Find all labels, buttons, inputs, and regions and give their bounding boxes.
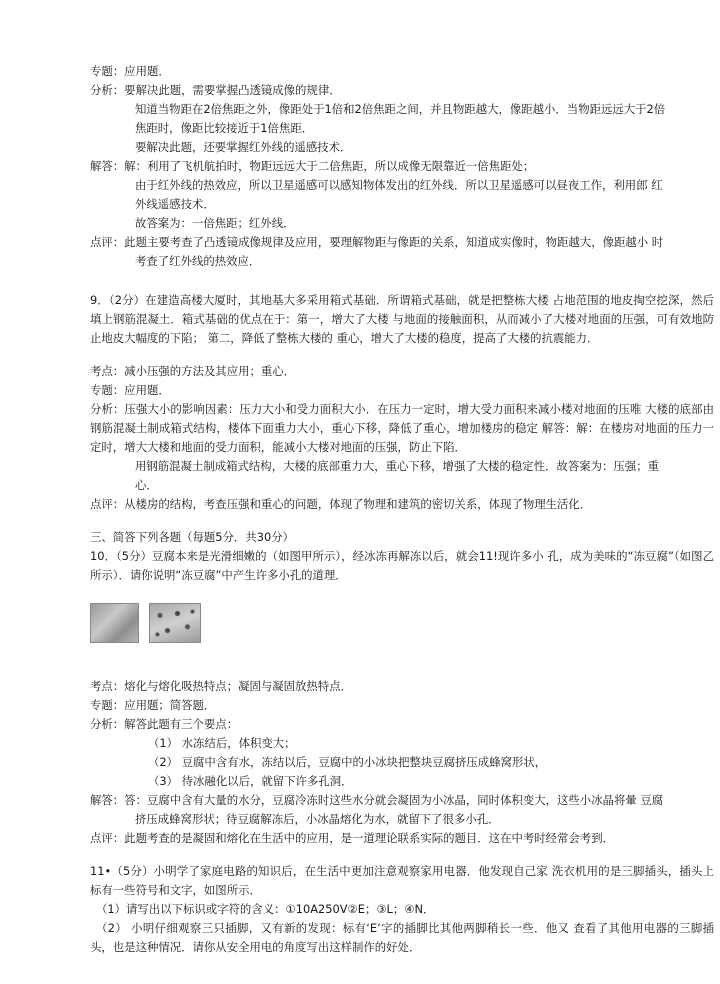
analysis-point: （2） 豆腐中含有水，冻结以后，豆腐中的小冰块把整块豆腐挤压成蜂窝形状，	[148, 755, 547, 769]
analysis-point: （3） 待冰融化以后，就留下许多孔洞．	[148, 774, 353, 788]
solution-line: 挤压成蜂窝形状；待豆腐解冻后，小冰晶熔化为水，就留下了很多小孔．	[135, 812, 500, 826]
solution-line: 心．	[135, 478, 158, 492]
analysis-paragraph: 分析：压强大小的影响因素：压力大小和受力面积大小．在压力一定时，增大受力面积来减小楼对地面的压唯 大楼的底部由钢筋混凝土制成箱式结构，楼体下面重力大小，重心下移，降低了重心，增加楼房的稳定 解答：解：在楼房对地面的压力一定时，增大大楼和地面的受力面积，能减小大楼对地面的压强，防止下陷．	[90, 402, 714, 454]
frozen-tofu-image	[149, 603, 201, 643]
solution-line: 外线遥感技术．	[135, 197, 215, 211]
solution-line: 由于红外线的热效应，所以卫星遥感可以感知物体发出的红外线．所以卫星遥感可以昼夜工作，利用郎 红	[135, 178, 663, 192]
kaodian-line: 考点：熔化与熔化吸热特点；凝固与凝固放热特点．	[90, 679, 352, 693]
analysis-line: 焦距时，像距比较接近于1倍焦距．	[135, 121, 314, 135]
document-page	[90, 62, 714, 957]
question-9-text: 9．（2分）在建造高楼大厦时，其地基大多采用箱式基础．所谓箱式基础，就是把整栋大楼 占地范围的地皮掏空挖深，然后填上钢筋混凝土．箱式基础的优点在于：第一，增大了大楼 与地面的接触面积，从而减小了大楼对地面的压强，可有效地防止地皮大幅度的下陷； 第二，降低了整栋大楼的 重心，增大了大楼的稳度，提高了大楼的抗震能力．	[90, 293, 714, 345]
comment-line: 点评：从楼房的结构，考查压强和重心的问题，体现了物理和建筑的密切关系，体现了物理生活化．	[90, 497, 592, 511]
kaodian-line: 考点：减小压强的方法及其应用；重心．	[90, 364, 296, 378]
comment-line: 点评：此题主要考查了凸透镜成像规律及应用，要理解物距与像距的关系，知道成实像时，物距越大，像距越小 时	[90, 235, 664, 249]
topic-line: 专题：应用题；简答题．	[90, 698, 216, 712]
question-11-sub-2: （2） 小明仔细观察三只插脚，又有新的发现：标有‘E’字的插脚比其他两脚稍长一些．他又 查看了其他用电器的三脚插头，也是这种情况．请你从安全用电的角度写出这样制作的好处．	[90, 921, 714, 954]
section-heading: 三、简答下列各题（每题5分．共30分）	[90, 530, 294, 544]
analysis-point: （1） 水冻结后，体积变大；	[148, 736, 296, 750]
analysis-line: 分析：解答此题有三个要点：	[90, 717, 239, 731]
comment-line: 考查了红外线的热效应．	[135, 254, 261, 268]
solution-line: 解答：答：豆腐中含有大量的水分，豆腐冷冻时这些水分就会凝固为小冰晶，同时体积变大，这些小冰晶将暈 豆腐	[90, 793, 664, 807]
solution-line: 用钢筋混凝土制成箱式结构，大楼的底部重力大，重心下移，增强了大楼的稳定性．故答案为：压强；重	[135, 459, 659, 473]
topic-line: 专题：应用题．	[90, 64, 170, 78]
topic-line: 专题：应用题．	[90, 383, 170, 397]
comment-line: 点评：此题考查的是凝固和熔化在生活中的应用，是一道理论联系实际的题目．这在中考时经常会考到．	[90, 831, 614, 845]
question-11-sub-1: （1）请写出以下标识或字符的含义：①10A250V②E；③L；④N．	[96, 902, 435, 916]
smooth-tofu-image	[90, 603, 139, 643]
question-10-text: 10．（5分）豆腐本来是光滑细嫩的（如图甲所示），经冰冻再解冻以后，就会11!现许多小 孔，成为美味的“冻豆腐”（如图乙所示）．请你说明“冻豆腐”中产生许多小孔的道理．	[90, 549, 714, 582]
figure-row	[90, 603, 714, 643]
analysis-line: 分析：要解决此题，需要掌握凸透镜成像的规律．	[90, 83, 341, 97]
solution-line: 解答：解：利用了飞机航拍时，物距远远大于二倍焦距，所以成像无限靠近一倍焦距处；	[90, 159, 535, 173]
question-11-text: 11•（5分）小明学了家庭电路的知识后，在生活中更加注意观察家用电器．他发现自己家 洗衣机用的是三脚插头，插头上标有一些符号和文字，如图所示．	[90, 864, 714, 897]
analysis-line: 知道当物距在2倍焦距之外，像距处于1倍和2倍焦距之间，并且物距越大，像距越小．当物距远远大于2倍	[135, 102, 666, 116]
analysis-line: 要解决此题，还要掌握红外线的遥感技术．	[135, 140, 352, 154]
answer-line: 故答案为：一倍焦距；红外线．	[135, 216, 295, 230]
